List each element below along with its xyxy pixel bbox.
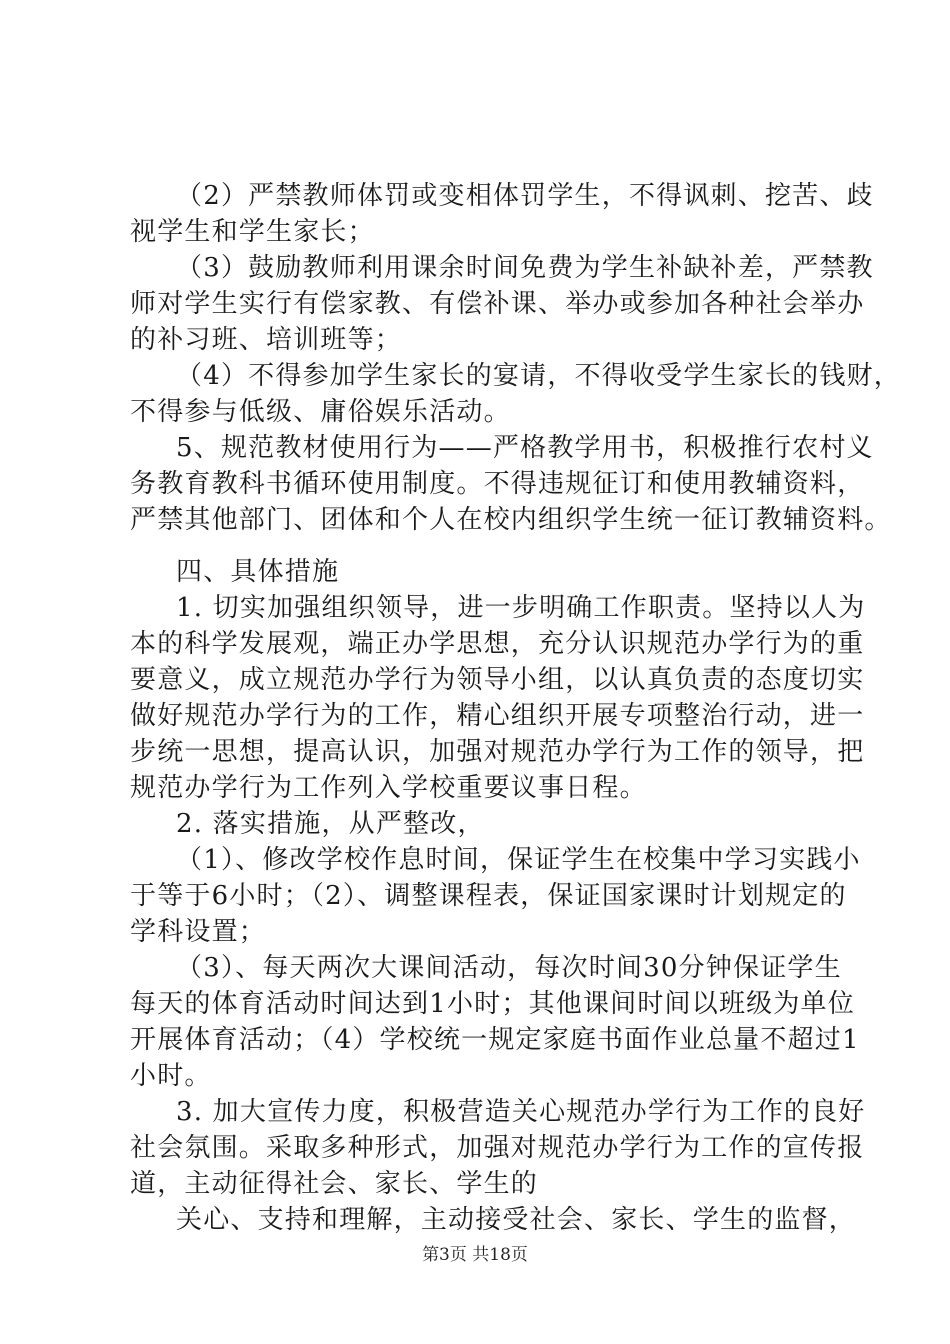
text-line: 本的科学发展观，端正办学思想，充分认识规范办学行为的重 <box>130 629 865 659</box>
text-line: （3）鼓励教师利用课余时间免费为学生补缺补差，严禁教 <box>176 253 874 283</box>
text-line: （3）、每天两次大课间活动，每次时间30分钟保证学生 <box>176 953 842 983</box>
text-line: 做好规范办学行为的工作，精心组织开展专项整治行动，进一 <box>130 701 865 731</box>
text-line: 学科设置； <box>130 917 267 947</box>
text-line: 社会氛围。采取多种形式，加强对规范办学行为工作的宣传报 <box>130 1133 865 1163</box>
text-line: （1）、修改学校作息时间，保证学生在校集中学习实践小 <box>176 845 861 875</box>
page-number-footer: 第3页 共18页 <box>422 1245 528 1265</box>
text-line: 步统一思想，提高认识，加强对规范办学行为工作的领导，把 <box>130 737 865 767</box>
text-line: 2. 落实措施，从严整改， <box>176 809 485 839</box>
text-line: 务教育教科书循环使用制度。不得违规征订和使用教辅资料， <box>130 469 865 499</box>
text-line: （4）不得参加学生家长的宴请，不得收受学生家长的钱财， <box>176 361 901 391</box>
text-line: 于等于6小时；（2）、调整课程表，保证国家课时计划规定的 <box>130 881 847 911</box>
text-line: 关心、支持和理解，主动接受社会、家长、学生的监督， <box>176 1205 857 1235</box>
text-line: 3. 加大宣传力度，积极营造关心规范办学行为工作的良好 <box>176 1097 866 1127</box>
text-line: 每天的体育活动时间达到1小时；其他课间时间以班级为单位 <box>130 989 855 1019</box>
section-heading: 四、具体措施 <box>176 557 340 587</box>
text-line: 小时。 <box>130 1061 212 1091</box>
text-line: 5、规范教材使用行为——严格教学用书，积极推行农村义 <box>176 433 874 463</box>
text-line: 视学生和学生家长； <box>130 217 375 247</box>
text-line: 开展体育活动；（4）学校统一规定家庭书面作业总量不超过1 <box>130 1025 860 1055</box>
text-line: 1. 切实加强组织领导，进一步明确工作职责。坚持以人为 <box>176 593 866 623</box>
text-line: 的补习班、培训班等； <box>130 325 403 355</box>
text-line: 严禁其他部门、团体和个人在校内组织学生统一征订教辅资料。 <box>130 505 892 535</box>
text-line: 道，主动征得社会、家长、学生的 <box>130 1169 539 1199</box>
text-line: （2）严禁教师体罚或变相体罚学生，不得讽刺、挖苦、歧 <box>176 181 874 211</box>
text-line: 要意义，成立规范办学行为领导小组，以认真负责的态度切实 <box>130 665 865 695</box>
text-line: 不得参与低级、庸俗娱乐活动。 <box>130 397 511 427</box>
text-line: 规范办学行为工作列入学校重要议事日程。 <box>130 773 647 803</box>
text-line: 师对学生实行有偿家教、有偿补课、举办或参加各种社会举办 <box>130 289 865 319</box>
